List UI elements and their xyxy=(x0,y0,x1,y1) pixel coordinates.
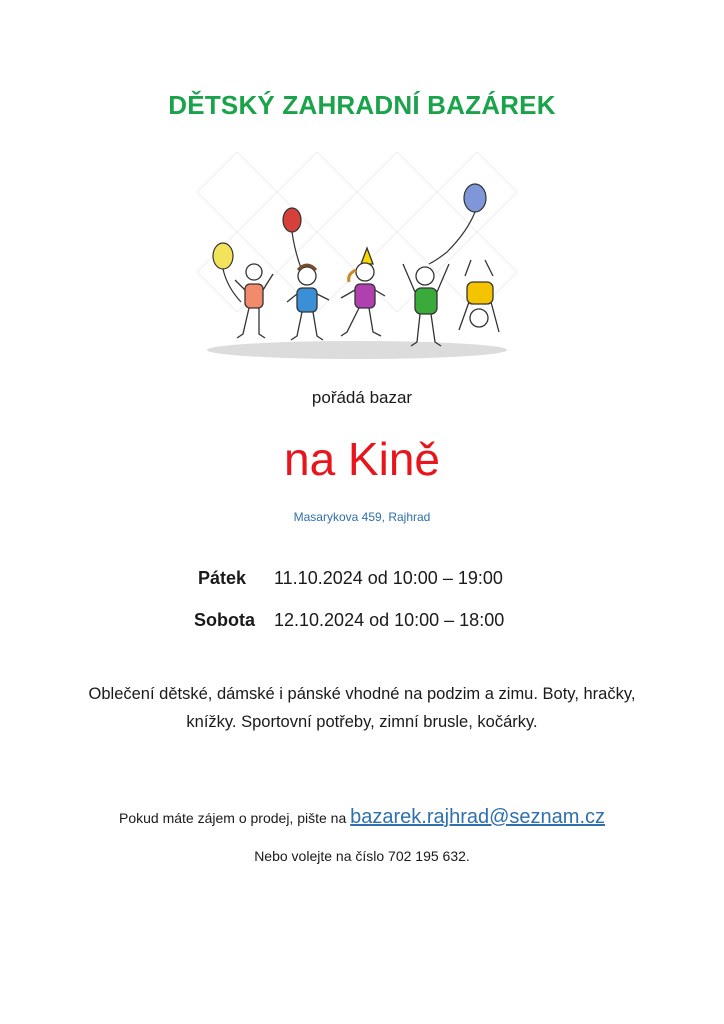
contact-text: Pokud máte zájem o prodej, pište na xyxy=(119,810,351,826)
organizer-subtitle: pořádá bazar xyxy=(311,388,413,407)
schedule-time: 11.10.2024 od 10:00 – 19:00 xyxy=(274,568,503,588)
goods-description: Oblečení dětské, dámské i pánské vhodné na podzim a zimu. Boty, hračky, knížky. Sportovní potřeby, zimní brusle, kočárky. xyxy=(88,685,636,731)
schedule-row-saturday xyxy=(194,610,504,652)
schedule-day: Sobota xyxy=(194,610,255,630)
venue-address: Masarykova 459, Rajhrad xyxy=(293,510,431,524)
email-link[interactable]: bazarek.rajhrad@seznam.cz xyxy=(350,806,605,828)
schedule xyxy=(194,568,504,652)
schedule-day: Pátek xyxy=(198,568,247,588)
page-title: DĚTSKÝ ZAHRADNÍ BAZÁREK xyxy=(168,90,556,120)
phone-line: Nebo volejte na číslo 702 195 632. xyxy=(254,848,470,864)
schedule-row-friday xyxy=(194,568,504,610)
venue-heading: na Kině xyxy=(283,433,440,485)
schedule-time: 12.10.2024 od 10:00 – 18:00 xyxy=(274,610,505,630)
contact-line xyxy=(0,806,724,829)
dancing-children-illustration xyxy=(197,152,527,364)
